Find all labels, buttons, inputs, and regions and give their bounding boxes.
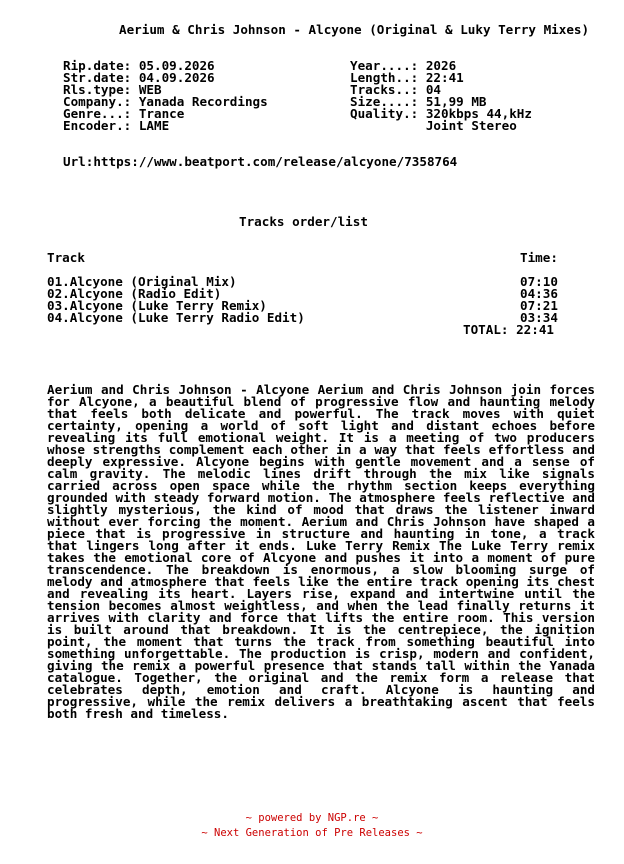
track-name: 02.Alcyone (Radio Edit) xyxy=(47,286,222,301)
info-street-date: Str.date: 04.09.2026 xyxy=(63,70,215,85)
track-time: 03:34 xyxy=(520,310,558,325)
track-name: 03.Alcyone (Luke Terry Remix) xyxy=(47,298,267,313)
track-name: 04.Alcyone (Luke Terry Radio Edit) xyxy=(47,310,305,325)
footer-tagline: ~ Next Generation of Pre Releases ~ xyxy=(201,827,423,839)
info-rip-date: Rip.date: 05.09.2026 xyxy=(63,58,215,73)
info-release-type: Rls.type: WEB xyxy=(63,82,162,97)
release-title: Aerium & Chris Johnson - Alcyone (Original & Luky Terry Mixes) xyxy=(119,22,590,37)
footer-powered-by: ~ powered by NGP.re ~ xyxy=(245,812,379,824)
track-name: 01.Alcyone (Original Mix) xyxy=(47,274,237,289)
info-tracks: Tracks..: 04 xyxy=(350,82,441,97)
release-description: Aerium and Chris Johnson - Alcyone Aerium and Chris Johnson join forces for Alcyone, a beautiful blend of progressive flow and haunting melody that feels both delicate and powerful. The track moves with quiet certainty, opening a world of soft light and distant echoes before revealing its full emotional weight. It is a meeting of two producers whose strengths complement each other in a way that feels effortless and deeply expressive. Alcyone begins with gentle movement and a sense of calm gravity. The melodic lines drift through the mix like signals carried across open space while the rhythm section keeps everything grounded with steady forward motion. The atmosphere feels reflective and slightly mysterious, the kind of mood that draws the listener inward without ever forcing the moment. Aerium and Chris Johnson have shaped a piece that is progressive in structure and haunting in tone, a track that lingers long after it ends. Luke Terry Remix The Luke Terry remix takes the emotional core of Alcyone and pushes it into a moment of pure transcendence. The breakdown is enormous, a slow blooming surge of melody and atmosphere that feels like the entire track opening its chest and revealing its heart. Layers rise, expand and intertwine until the tension becomes almost weightless, and when the lead finally returns it arrives with clarity and force that lifts the entire room. This version is built around that breakdown. It is the centrepiece, the ignition point, the moment that turns the track from something beautiful into something unforgettable. The production is crisp, modern and confident, giving the remix a powerful presence that stands tall within the Yanada catalogue. Together, the original and the remix form a release that celebrates depth, emotion and craft. Alcyone is haunting and progressive, while the remix delivers a breathtaking ascent that feels both fresh and timeless. xyxy=(47,382,595,721)
info-company: Company.: Yanada Recordings xyxy=(63,94,268,109)
track-time: 07:21 xyxy=(520,298,558,313)
time-column-label: Time: xyxy=(520,250,558,265)
tracks-heading: Tracks order/list xyxy=(239,214,368,229)
info-quality: Quality.: 320kbps 44,kHz xyxy=(350,106,532,121)
release-url[interactable]: Url:https://www.beatport.com/release/alcyone/7358764 xyxy=(63,154,458,169)
track-time: 07:10 xyxy=(520,274,558,289)
track-column-label: Track xyxy=(47,250,85,265)
info-year: Year....: 2026 xyxy=(350,58,457,73)
info-stereo: Joint Stereo xyxy=(350,118,517,133)
info-encoder: Encoder.: LAME xyxy=(63,118,170,133)
info-size: Size....: 51,99 MB xyxy=(350,94,487,109)
track-time: 04:36 xyxy=(520,286,558,301)
total-length: TOTAL: 22:41 xyxy=(463,322,554,337)
info-length: Length..: 22:41 xyxy=(350,70,464,85)
info-genre: Genre...: Trance xyxy=(63,106,185,121)
